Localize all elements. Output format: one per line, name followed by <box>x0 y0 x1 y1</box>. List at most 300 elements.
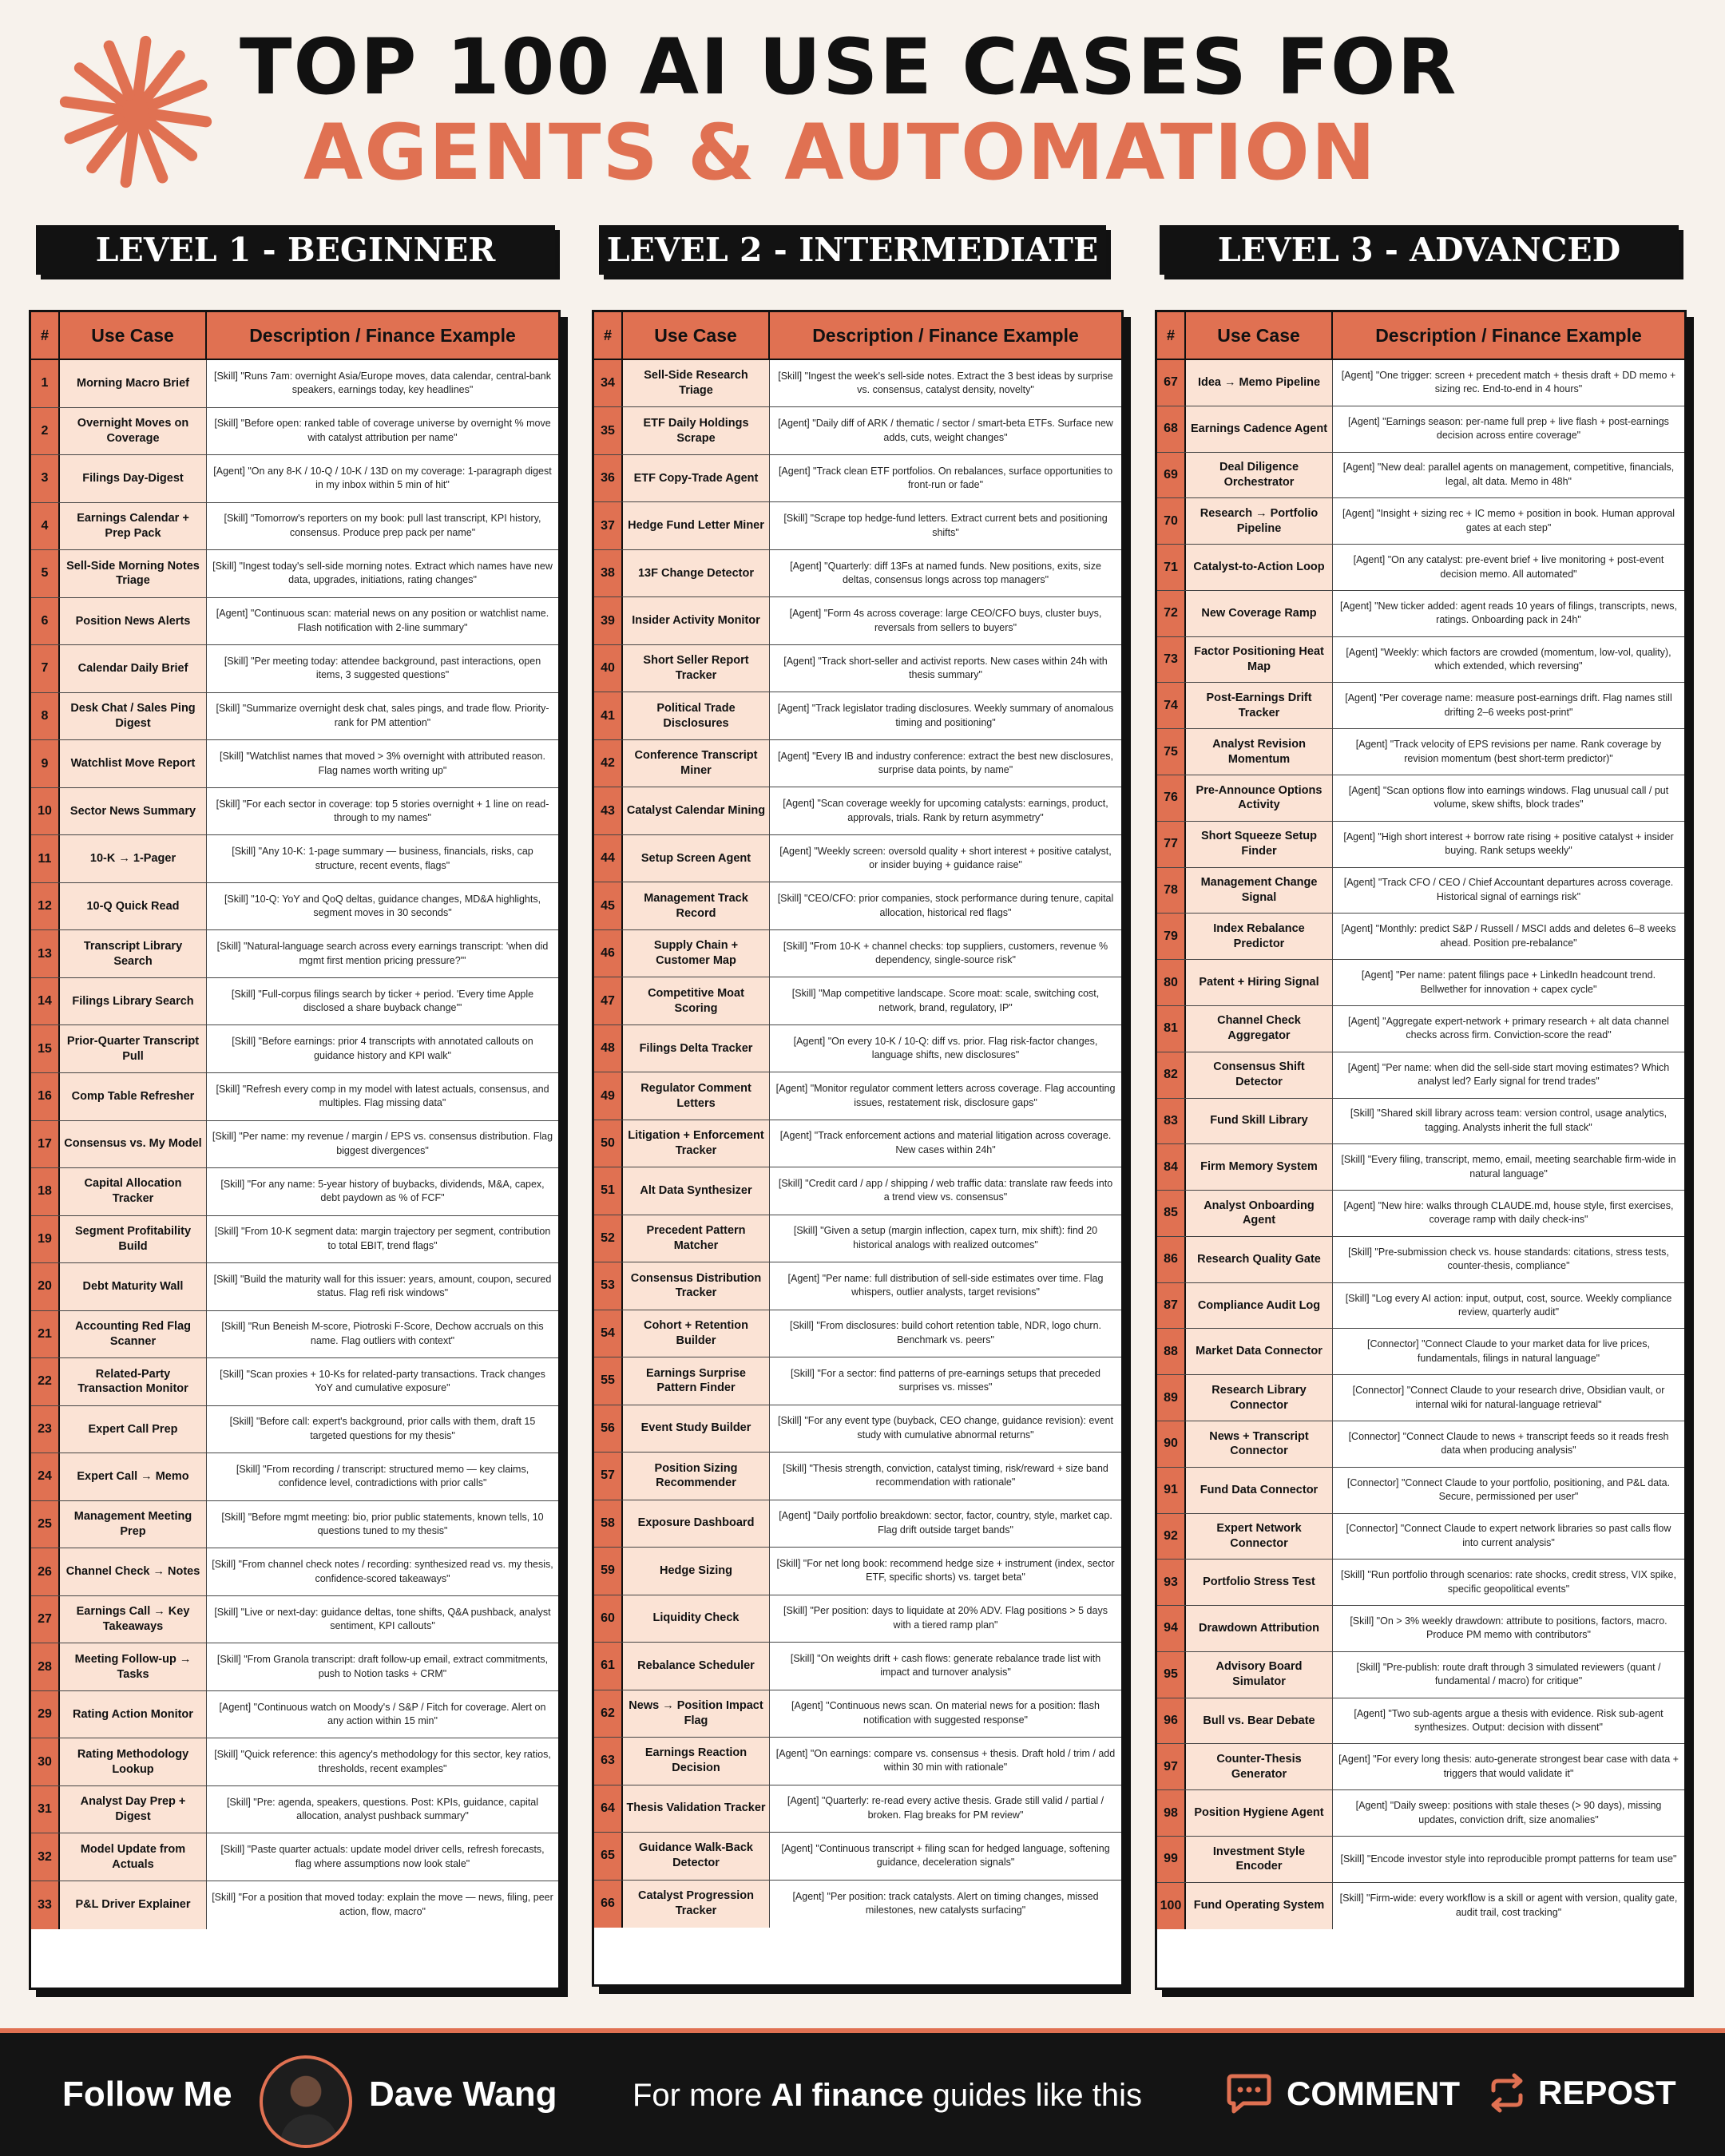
row-number: 70 <box>1157 498 1186 544</box>
row-number: 84 <box>1157 1144 1186 1190</box>
table-row <box>594 407 1121 454</box>
row-number: 83 <box>1157 1099 1186 1144</box>
use-case-description: [Connector] "Connect Claude to news + transcript feeds so it reads fresh data when producing analysis" <box>1348 1430 1669 1456</box>
use-case-name: Counter-Thesis Generator <box>1186 1744 1333 1789</box>
use-case-name: Deal Diligence Orchestrator <box>1186 453 1333 498</box>
use-case-name: Sell-Side Research Triage <box>623 360 770 406</box>
row-number: 76 <box>1157 775 1186 821</box>
use-case-name: Prior-Quarter Transcript Pull <box>60 1025 207 1072</box>
use-case-description: [Agent] "Earnings season: per-name full prep + live flash + post-earnings decision across entire coverage" <box>1348 415 1669 442</box>
header-use-case: Use Case <box>1186 312 1333 359</box>
use-case-description: [Skill] "Quick reference: this agency's methodology for this sector, key ratios, thresholds, recent examples" <box>214 1749 551 1774</box>
row-number: 27 <box>31 1596 60 1643</box>
row-number: 37 <box>594 502 623 549</box>
row-number: 26 <box>31 1548 60 1595</box>
use-case-name: Cohort + Retention Builder <box>623 1310 770 1357</box>
use-case-description: [Skill] "From 10-K segment data: margin trajectory per segment, contribution to total EBIT, trend flags" <box>214 1226 551 1251</box>
use-case-name: Earnings Calendar + Prep Pack <box>60 503 207 550</box>
use-case-name: Overnight Moves on Coverage <box>60 408 207 455</box>
table-row <box>31 978 558 1026</box>
use-case-name: Investment Style Encoder <box>1186 1837 1333 1882</box>
table-row <box>594 1595 1121 1643</box>
repost-arrows-icon <box>1487 2073 1527 2113</box>
row-number: 62 <box>594 1690 623 1737</box>
use-case-name: Position Hygiene Agent <box>1186 1790 1333 1836</box>
table-row <box>31 1596 558 1644</box>
use-case-name: Index Rebalance Predictor <box>1186 914 1333 959</box>
table-row <box>31 1121 558 1169</box>
row-number: 42 <box>594 740 623 787</box>
use-case-name: Filings Library Search <box>60 978 207 1025</box>
table-row <box>31 1216 558 1264</box>
use-case-name: Related-Party Transaction Monitor <box>60 1358 207 1405</box>
table-row <box>31 503 558 551</box>
use-case-name: Management Change Signal <box>1186 868 1333 914</box>
use-case-description: [Skill] "Every filing, transcript, memo, email, meeting searchable firm-wide in natural language" <box>1341 1154 1676 1179</box>
use-case-name: Debt Maturity Wall <box>60 1263 207 1310</box>
row-number: 40 <box>594 645 623 692</box>
use-case-description: [Skill] "Scrape top hedge-fund letters. Extract current bets and positioning shifts" <box>783 513 1108 538</box>
row-number: 1 <box>31 360 60 407</box>
row-number: 4 <box>31 503 60 550</box>
row-number: 10 <box>31 788 60 835</box>
use-case-name: Position News Alerts <box>60 598 207 645</box>
row-number: 79 <box>1157 914 1186 959</box>
use-case-description: [Agent] "On any 8-K / 10-Q / 10-K / 13D on my coverage: 1-paragraph digest in my inbox within 5 min of hit" <box>213 465 552 491</box>
level-1-table <box>29 310 561 1990</box>
row-number: 99 <box>1157 1837 1186 1882</box>
use-case-description: [Agent] "Per position: track catalysts. Alert on timing changes, missed milestones, new catalysts surfacing" <box>792 1890 1099 1916</box>
use-case-description: [Skill] "Thesis strength, conviction, catalyst timing, risk/reward + size band recommendation with rationale" <box>783 1462 1108 1488</box>
row-number: 88 <box>1157 1329 1186 1374</box>
table-row <box>31 930 558 978</box>
use-case-description: [Agent] "Track velocity of EPS revisions per name. Rank coverage by revision momentum (best short-term predictor)" <box>1355 739 1662 764</box>
table-row <box>31 645 558 693</box>
use-case-description: [Agent] "Track short-seller and activist reports. New cases within 24h with thesis summary" <box>783 655 1108 681</box>
use-case-description: [Skill] "Tomorrow's reporters on my book: pull last transcript, KPI history, consensus. Produce prep pack per name" <box>224 513 541 538</box>
table-row <box>594 787 1121 834</box>
use-case-description: [Agent] "Monthly: predict S&P / Russell / MSCI adds and deletes 6–8 weeks ahead. Position pre-rebalance" <box>1341 923 1676 949</box>
use-case-name: 10-K → 1-Pager <box>60 835 207 882</box>
level-2-banner: LEVEL 2 - INTERMEDIATE <box>599 225 1106 275</box>
use-case-description: [Agent] "Weekly screen: oversold quality + short interest + positive catalyst, or insider buying + guidance raise" <box>779 845 1112 871</box>
table-row <box>594 1310 1121 1357</box>
row-number: 64 <box>594 1785 623 1832</box>
use-case-name: Expert Network Connector <box>1186 1514 1333 1560</box>
use-case-name: Competitive Moat Scoring <box>623 977 770 1024</box>
use-case-description: [Agent] "Daily portfolio breakdown: sector, factor, country, style, market cap. Flag drift outside target bands" <box>779 1510 1112 1536</box>
row-number: 52 <box>594 1215 623 1262</box>
table-header <box>31 312 558 360</box>
row-number: 69 <box>1157 453 1186 498</box>
use-case-name: Expert Call Prep <box>60 1406 207 1453</box>
use-case-description: [Agent] "Daily diff of ARK / thematic / sector / smart-beta ETFs. Surface new adds, cuts, weight changes" <box>778 418 1113 443</box>
use-case-name: Sell-Side Morning Notes Triage <box>60 550 207 597</box>
row-number: 73 <box>1157 637 1186 683</box>
use-case-description: [Connector] "Connect Claude to your portfolio, positioning, and P&L data. Secure, permissioned per user" <box>1346 1476 1671 1503</box>
row-number: 48 <box>594 1025 623 1072</box>
use-case-description: [Agent] "Quarterly: diff 13Fs at named funds. New positions, exits, size deltas, consensus longs across top managers" <box>790 560 1101 586</box>
row-number: 53 <box>594 1262 623 1309</box>
more-suffix: guides like this <box>923 2078 1142 2113</box>
use-case-name: Rating Methodology Lookup <box>60 1738 207 1785</box>
use-case-name: Morning Macro Brief <box>60 360 207 407</box>
table-row <box>1157 1883 1684 1929</box>
table-row <box>594 550 1121 597</box>
table-row <box>594 1690 1121 1738</box>
table-row <box>1157 868 1684 914</box>
row-number: 43 <box>594 787 623 834</box>
table-row <box>1157 1375 1684 1421</box>
row-number: 87 <box>1157 1283 1186 1329</box>
table-row <box>31 1643 558 1691</box>
use-case-description: [Skill] "Watchlist names that moved > 3% overnight with attributed reason. Flag names worth writing up" <box>220 751 545 776</box>
use-case-name: Guidance Walk-Back Detector <box>623 1833 770 1879</box>
use-case-description: [Skill] "Before mgmt meeting: bio, prior public statements, known tells, 10 questions tuned to my thesis" <box>221 1511 544 1537</box>
row-number: 67 <box>1157 360 1186 406</box>
use-case-description: [Connector] "Connect Claude to your research drive, Obsidian vault, or internal wiki for natural-language retrieval" <box>1352 1385 1665 1410</box>
use-case-name: Channel Check → Notes <box>60 1548 207 1595</box>
use-case-description: [Agent] "Per name: full distribution of sell-side estimates over time. Flag whispers, outlier analysts, target revisions" <box>787 1272 1104 1298</box>
header-description: Description / Finance Example <box>812 324 1079 346</box>
table-header <box>1157 312 1684 360</box>
use-case-name: ETF Copy-Trade Agent <box>623 455 770 501</box>
table-row <box>31 408 558 456</box>
use-case-description: [Skill] "Map competitive landscape. Score moat: scale, switching cost, network, brand, regulatory, IP" <box>791 988 1100 1013</box>
row-number: 93 <box>1157 1560 1186 1605</box>
table-row <box>1157 453 1684 499</box>
row-number: 68 <box>1157 406 1186 452</box>
table-row <box>1157 1698 1684 1745</box>
table-row <box>1157 1237 1684 1283</box>
row-number: 9 <box>31 740 60 787</box>
use-case-name: Supply Chain + Customer Map <box>623 930 770 977</box>
row-number: 75 <box>1157 729 1186 775</box>
table-row <box>1157 683 1684 729</box>
use-case-description: [Skill] "Ingest today's sell-side morning notes. Extract which names have new data, upgrades, initiations, rating changes" <box>212 560 553 586</box>
table-row <box>594 1500 1121 1548</box>
table-row <box>31 1501 558 1549</box>
table-row <box>31 883 558 931</box>
use-case-name: Filings Delta Tracker <box>623 1025 770 1072</box>
use-case-name: Conference Transcript Miner <box>623 740 770 787</box>
table-row <box>31 1786 558 1834</box>
table-row <box>1157 775 1684 822</box>
row-number: 63 <box>594 1738 623 1784</box>
row-number: 34 <box>594 360 623 406</box>
use-case-name: Short Seller Report Tracker <box>623 645 770 692</box>
use-case-name: Portfolio Stress Test <box>1186 1560 1333 1605</box>
table-row <box>594 692 1121 739</box>
use-case-description: [Skill] "Natural-language search across every earnings transcript: 'when did mgmt first mention pricing pressure?'" <box>216 941 549 966</box>
use-case-description: [Agent] "Track CFO / CEO / Chief Accountant departures across coverage. Historical signal of earnings risk" <box>1343 877 1674 902</box>
use-case-name: Patent + Hiring Signal <box>1186 960 1333 1005</box>
row-number: 12 <box>31 883 60 930</box>
row-number: 23 <box>31 1406 60 1453</box>
use-case-description: [Agent] "On earnings: compare vs. consensus + thesis. Draft hold / trim / add within 30 min with rationale" <box>775 1747 1116 1774</box>
use-case-description: [Agent] "Continuous watch on Moody's / S&P / Fitch for coverage. Alert on any action within 15 min" <box>219 1701 546 1727</box>
row-number: 71 <box>1157 545 1186 590</box>
row-number: 86 <box>1157 1237 1186 1282</box>
use-case-name: Advisory Board Simulator <box>1186 1652 1333 1698</box>
use-case-name: Model Update from Actuals <box>60 1833 207 1881</box>
row-number: 33 <box>31 1881 60 1929</box>
row-number: 41 <box>594 692 623 739</box>
author-name[interactable]: Dave Wang <box>369 2075 557 2114</box>
use-case-description: [Agent] "Track clean ETF portfolios. On rebalances, surface opportunities to front-run or fade" <box>778 465 1113 491</box>
use-case-description: [Agent] "Scan coverage weekly for upcoming catalysts: earnings, product, approvals, trials. Rank by return asymmetry" <box>783 798 1108 823</box>
row-number: 77 <box>1157 822 1186 867</box>
use-case-name: Pre-Announce Options Activity <box>1186 775 1333 821</box>
table-row <box>594 1357 1121 1405</box>
page-header <box>0 0 1725 216</box>
use-case-description: [Agent] "Quarterly: re-read every active thesis. Grade still valid / partial / broken. Flag breaks for PM review" <box>787 1795 1104 1821</box>
header-num: # <box>31 312 60 359</box>
row-number: 15 <box>31 1025 60 1072</box>
row-number: 25 <box>31 1501 60 1548</box>
header-num: # <box>594 312 623 359</box>
use-case-name: Exposure Dashboard <box>623 1500 770 1547</box>
table-row <box>594 360 1121 407</box>
use-case-name: Regulator Comment Letters <box>623 1072 770 1119</box>
table-row <box>1157 1790 1684 1837</box>
row-number: 18 <box>31 1168 60 1215</box>
use-case-description: [Skill] "Shared skill library across team: version control, usage analytics, tagging. Analysts inherit the full stack" <box>1350 1108 1668 1133</box>
table-row <box>594 1120 1121 1167</box>
table-header <box>594 312 1121 360</box>
table-row <box>1157 1283 1684 1330</box>
page-title: TOP 100 AI USE CASES FOR <box>240 22 1458 112</box>
row-number: 45 <box>594 882 623 929</box>
table-row <box>1157 1652 1684 1698</box>
use-case-description: [Skill] "Per name: my revenue / margin / EPS vs. consensus distribution. Flag biggest divergences" <box>212 1131 553 1156</box>
use-case-name: Political Trade Disclosures <box>623 692 770 739</box>
table-row <box>594 1738 1121 1785</box>
use-case-name: Research → Portfolio Pipeline <box>1186 498 1333 544</box>
table-row <box>31 1073 558 1121</box>
table-row <box>1157 591 1684 637</box>
table-row <box>31 693 558 741</box>
use-case-description: [Skill] "Run Beneish M-score, Piotroski F-Score, Dechow accruals on this name. Flag outliers with context" <box>221 1321 544 1346</box>
row-number: 92 <box>1157 1514 1186 1560</box>
table-row <box>1157 1006 1684 1052</box>
table-row <box>594 1025 1121 1072</box>
table-row <box>31 1311 558 1359</box>
use-case-description: [Skill] "Any 10-K: 1-page summary — business, financials, risks, cap structure, recent events, flags" <box>232 846 533 871</box>
avatar[interactable] <box>260 2055 352 2148</box>
row-number: 36 <box>594 455 623 501</box>
use-case-name: Catalyst Calendar Mining <box>623 787 770 834</box>
page-subtitle: AGENTS & AUTOMATION <box>303 108 1378 197</box>
use-case-name: Expert Call → Memo <box>60 1453 207 1500</box>
comment-label: COMMENT <box>1287 2075 1460 2112</box>
use-case-description: [Skill] "Pre-publish: route draft through 3 simulated reviewers (quant / fundamental / macro) for critique" <box>1356 1661 1661 1687</box>
use-case-name: Alt Data Synthesizer <box>623 1167 770 1214</box>
use-case-description: [Skill] "Run portfolio through scenarios: rate shocks, credit stress, VIX spike, specific geopolitical events" <box>1341 1569 1676 1595</box>
use-case-description: [Skill] "Scan proxies + 10-Ks for related-party transactions. Track changes YoY and cumulative exposure" <box>220 1368 545 1394</box>
row-number: 44 <box>594 835 623 882</box>
use-case-description: [Skill] "For any event type (buyback, CEO change, guidance revision): event study with cumulative abnormal returns" <box>778 1415 1113 1441</box>
row-number: 74 <box>1157 683 1186 728</box>
table-row <box>31 550 558 598</box>
table-row <box>594 1548 1121 1595</box>
table-row <box>1157 1099 1684 1145</box>
use-case-name: Factor Positioning Heat Map <box>1186 637 1333 683</box>
use-case-name: Consensus vs. My Model <box>60 1121 207 1168</box>
row-number: 47 <box>594 977 623 1024</box>
use-case-name: Earnings Surprise Pattern Finder <box>623 1357 770 1404</box>
use-case-description: [Agent] "Continuous scan: material news on any position or watchlist name. Flash notification with 2-line summary" <box>216 608 549 633</box>
use-case-description: [Agent] "Form 4s across coverage: large CEO/CFO buys, cluster buys, reversals from sellers to buyers" <box>789 608 1102 633</box>
row-number: 91 <box>1157 1468 1186 1513</box>
row-number: 57 <box>594 1453 623 1499</box>
table-row <box>1157 637 1684 684</box>
row-number: 6 <box>31 598 60 645</box>
use-case-name: Post-Earnings Drift Tracker <box>1186 683 1333 728</box>
row-number: 56 <box>594 1405 623 1452</box>
follow-label: Follow Me <box>62 2075 232 2114</box>
use-case-name: Consensus Distribution Tracker <box>623 1262 770 1309</box>
table-row <box>594 930 1121 977</box>
use-case-description: [Agent] "Per name: patent filings pace + LinkedIn headcount trend. Bellwether for innovation + capex cycle" <box>1361 969 1656 995</box>
level-3-banner: LEVEL 3 - ADVANCED <box>1160 225 1679 275</box>
table-row <box>1157 1052 1684 1099</box>
use-case-name: Segment Profitability Build <box>60 1216 207 1263</box>
header-num: # <box>1157 312 1186 359</box>
use-case-name: Bull vs. Bear Debate <box>1186 1698 1333 1744</box>
table-row <box>1157 914 1684 960</box>
chat-bubble-icon <box>1226 2073 1272 2114</box>
table-row <box>31 1358 558 1406</box>
row-number: 95 <box>1157 1652 1186 1698</box>
table-row <box>31 788 558 836</box>
use-case-description: [Skill] "Full-corpus filings search by ticker + period. 'Every time Apple disclosed a share buyback change'" <box>231 988 534 1014</box>
use-case-name: Position Sizing Recommender <box>623 1453 770 1499</box>
table-row <box>594 1405 1121 1453</box>
row-number: 5 <box>31 550 60 597</box>
use-case-name: Analyst Revision Momentum <box>1186 729 1333 775</box>
use-case-description: [Agent] "New ticker added: agent reads 10 years of filings, transcripts, news, ratings. Onboarding pack in 24h" <box>1339 600 1677 626</box>
use-case-name: Market Data Connector <box>1186 1329 1333 1374</box>
table-row <box>594 1262 1121 1310</box>
use-case-name: Channel Check Aggregator <box>1186 1006 1333 1052</box>
table-row <box>594 1881 1121 1928</box>
use-case-name: Insider Activity Monitor <box>623 597 770 644</box>
row-number: 14 <box>31 978 60 1025</box>
use-case-name: Idea → Memo Pipeline <box>1186 360 1333 406</box>
use-case-description: [Skill] "Summarize overnight desk chat, sales pings, and trade flow. Priority-rank for PM attention" <box>216 703 549 728</box>
table-row <box>1157 1606 1684 1652</box>
use-case-description: [Skill] "Runs 7am: overnight Asia/Europe moves, data calendar, central-bank speakers, earnings today, key headlines" <box>213 370 552 396</box>
table-row <box>31 1025 558 1073</box>
row-number: 2 <box>31 408 60 455</box>
table-row <box>594 597 1121 644</box>
table-row <box>594 1643 1121 1690</box>
use-case-name: 13F Change Detector <box>623 550 770 596</box>
use-case-description: [Agent] "High short interest + borrow rate rising + positive catalyst + insider buying. Rank setups weekly" <box>1343 830 1674 857</box>
repost-button[interactable] <box>1487 2073 1676 2113</box>
table-row <box>31 835 558 883</box>
table-row <box>594 1167 1121 1215</box>
use-case-name: Management Track Record <box>623 882 770 929</box>
level-3-table <box>1155 310 1687 1990</box>
use-case-name: Event Study Builder <box>623 1405 770 1452</box>
table-row <box>1157 406 1684 453</box>
table-row <box>31 598 558 646</box>
row-number: 24 <box>31 1453 60 1500</box>
use-case-description: [Agent] "Every IB and industry conference: extract the best new disclosures, surprise data points, by name" <box>778 750 1113 776</box>
more-bold: AI finance <box>771 2078 924 2113</box>
row-number: 51 <box>594 1167 623 1214</box>
row-number: 100 <box>1157 1883 1186 1929</box>
table-row <box>594 1785 1121 1833</box>
row-number: 60 <box>594 1595 623 1642</box>
use-case-description: [Agent] "On any catalyst: pre-event brief + live monitoring + post-event decision memo. All automated" <box>1353 554 1664 580</box>
use-case-description: [Skill] "Build the maturity wall for this issuer: years, amount, coupon, secured status. Flag refi risk windows" <box>213 1273 552 1299</box>
row-number: 90 <box>1157 1421 1186 1467</box>
use-case-description: [Skill] "On weights drift + cash flows: generate rebalance trade list with impact and turnover analysis" <box>790 1652 1101 1678</box>
row-number: 65 <box>594 1833 623 1879</box>
use-case-description: [Agent] "Track enforcement actions and material litigation across coverage. New cases within 24h" <box>779 1130 1112 1155</box>
row-number: 29 <box>31 1691 60 1738</box>
table-row <box>1157 1468 1684 1514</box>
row-number: 20 <box>31 1263 60 1310</box>
table-row <box>594 1833 1121 1880</box>
comment-button[interactable] <box>1226 2073 1460 2114</box>
table-row <box>1157 360 1684 406</box>
use-case-description: [Agent] "Track legislator trading disclosures. Weekly summary of anomalous timing and positioning" <box>777 703 1114 728</box>
use-case-name: Filings Day-Digest <box>60 455 207 502</box>
use-case-name: ETF Daily Holdings Scrape <box>623 407 770 454</box>
header-use-case: Use Case <box>623 312 770 359</box>
row-number: 72 <box>1157 591 1186 636</box>
row-number: 59 <box>594 1548 623 1594</box>
footer <box>0 2033 1725 2156</box>
table-row <box>1157 1560 1684 1606</box>
table-row <box>1157 1837 1684 1883</box>
use-case-description: [Skill] "From channel check notes / recording: synthesized read vs. my thesis, confidence-scored takeaways" <box>212 1559 553 1584</box>
use-case-description: [Agent] "Scan options flow into earnings windows. Flag unusual call / put volume, skew shifts, block trades" <box>1348 784 1669 810</box>
use-case-name: Desk Chat / Sales Ping Digest <box>60 693 207 740</box>
use-case-name: News → Position Impact Flag <box>623 1690 770 1737</box>
row-number: 49 <box>594 1072 623 1119</box>
level-1-banner: LEVEL 1 - BEGINNER <box>36 225 555 275</box>
use-case-name: Fund Skill Library <box>1186 1099 1333 1144</box>
use-case-description: [Skill] "Credit card / app / shipping / web traffic data: translate raw feeds into a trend view vs. consensus" <box>778 1177 1113 1203</box>
use-case-name: Earnings Call → Key Takeaways <box>60 1596 207 1643</box>
table-row <box>594 1453 1121 1500</box>
use-case-name: Short Squeeze Setup Finder <box>1186 822 1333 867</box>
use-case-description: [Skill] "Refresh every comp in my model with latest actuals, consensus, and multiples. Flag missing data" <box>216 1083 549 1109</box>
use-case-description: [Agent] "New hire: walks through CLAUDE.md, house style, first exercises, coverage ramp with daily check-ins" <box>1343 1199 1674 1226</box>
use-case-description: [Skill] "10-Q: YoY and QoQ deltas, guidance changes, MD&A highlights, segment moves in 30 seconds" <box>224 893 541 919</box>
use-case-name: Transcript Library Search <box>60 930 207 977</box>
row-number: 85 <box>1157 1191 1186 1236</box>
use-case-name: Accounting Red Flag Scanner <box>60 1311 207 1358</box>
header-description: Description / Finance Example <box>1375 324 1642 346</box>
table-row <box>31 455 558 503</box>
use-case-description: [Skill] "Ingest the week's sell-side notes. Extract the 3 best ideas by surprise vs. consensus, catalyst density, novelty" <box>778 370 1113 396</box>
row-number: 8 <box>31 693 60 740</box>
row-number: 66 <box>594 1881 623 1928</box>
use-case-description: [Skill] "From Granola transcript: draft follow-up email, extract commitments, push to Notion tasks + CRM" <box>216 1654 549 1679</box>
use-case-name: Firm Memory System <box>1186 1144 1333 1190</box>
use-case-name: Liquidity Check <box>623 1595 770 1642</box>
table-row <box>31 360 558 408</box>
use-case-name: Litigation + Enforcement Tracker <box>623 1120 770 1167</box>
use-case-description: [Skill] "Encode investor style into reproducible prompt patterns for team use" <box>1340 1853 1677 1865</box>
row-number: 80 <box>1157 960 1186 1005</box>
